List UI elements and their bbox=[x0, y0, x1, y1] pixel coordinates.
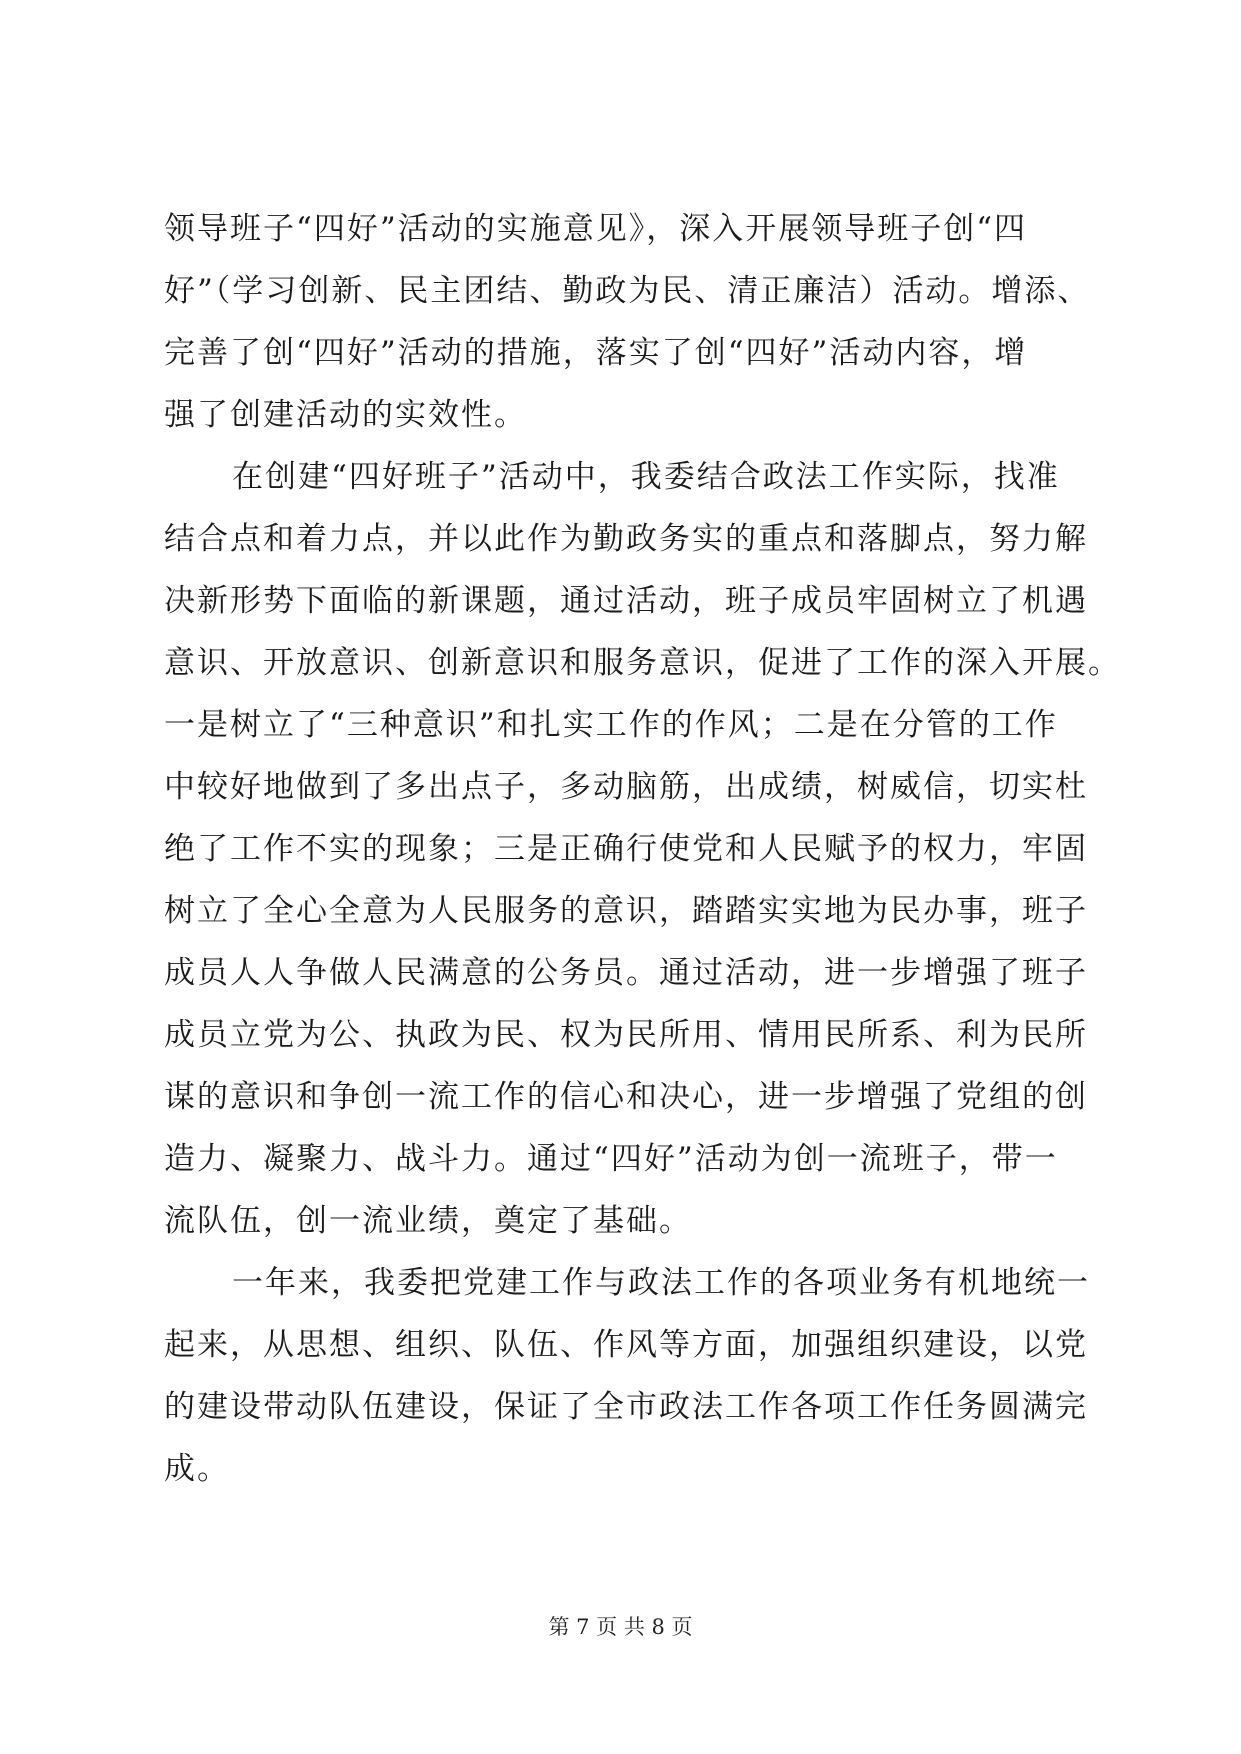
text-line: 在创建“四好班子”活动中，我委结合政法工作实际，找准 bbox=[232, 459, 1060, 495]
text-line: 的建设带动队伍建设，保证了全市政法工作各项工作任务圆满完 bbox=[164, 1389, 1088, 1425]
text-line: 中较好地做到了多出点子，多动脑筋，出成绩，树威信，切实杜 bbox=[164, 769, 1088, 805]
text-line: 谋的意识和争创一流工作的信心和决心，进一步增强了党组的创 bbox=[164, 1079, 1088, 1115]
text-line: 起来，从思想、组织、队伍、作风等方面，加强组织建设，以党 bbox=[164, 1327, 1088, 1363]
paragraph bbox=[164, 446, 1121, 1252]
text-line: 成员立党为公、执政为民、权为民所用、情用民所系、利为民所 bbox=[164, 1017, 1088, 1053]
document-body bbox=[164, 198, 1121, 1500]
text-line: 好”（学习创新、民主团结、勤政为民、清正廉洁）活动。增添、 bbox=[164, 273, 1091, 309]
text-line: 流队伍，创一流业绩，奠定了基础。 bbox=[164, 1203, 692, 1239]
text-line: 成员人人争做人民满意的公务员。通过活动，进一步增强了班子 bbox=[164, 955, 1088, 991]
paragraph bbox=[164, 1252, 1090, 1500]
text-line: 成。 bbox=[164, 1451, 230, 1487]
text-line: 结合点和着力点，并以此作为勤政务实的重点和落脚点，努力解 bbox=[164, 521, 1088, 557]
text-line: 树立了全心全意为人民服务的意识，踏踏实实地为民办事，班子 bbox=[164, 893, 1088, 929]
text-line: 造力、凝聚力、战斗力。通过“四好”活动为创一流班子，带一 bbox=[164, 1141, 1058, 1177]
text-line: 完善了创“四好”活动的措施，落实了创“四好”活动内容，增 bbox=[164, 335, 1028, 371]
text-line: 一年来，我委把党建工作与政法工作的各项业务有机地统一 bbox=[232, 1265, 1090, 1301]
text-line: 意识、开放意识、创新意识和服务意识，促进了工作的深入开展。 bbox=[164, 645, 1121, 681]
paragraph bbox=[164, 198, 1091, 446]
text-line: 决新形势下面临的新课题，通过活动，班子成员牢固树立了机遇 bbox=[164, 583, 1088, 619]
page-footer: 第 7 页 共 8 页 bbox=[548, 1615, 693, 1639]
text-line: 绝了工作不实的现象；三是正确行使党和人民赋予的权力，牢固 bbox=[164, 831, 1088, 867]
text-line: 领导班子“四好”活动的实施意见》，深入开展领导班子创“四 bbox=[164, 211, 1028, 247]
text-line: 一是树立了“三种意识”和扎实工作的作风；二是在分管的工作 bbox=[164, 707, 1058, 743]
text-line: 强了创建活动的实效性。 bbox=[164, 397, 527, 433]
